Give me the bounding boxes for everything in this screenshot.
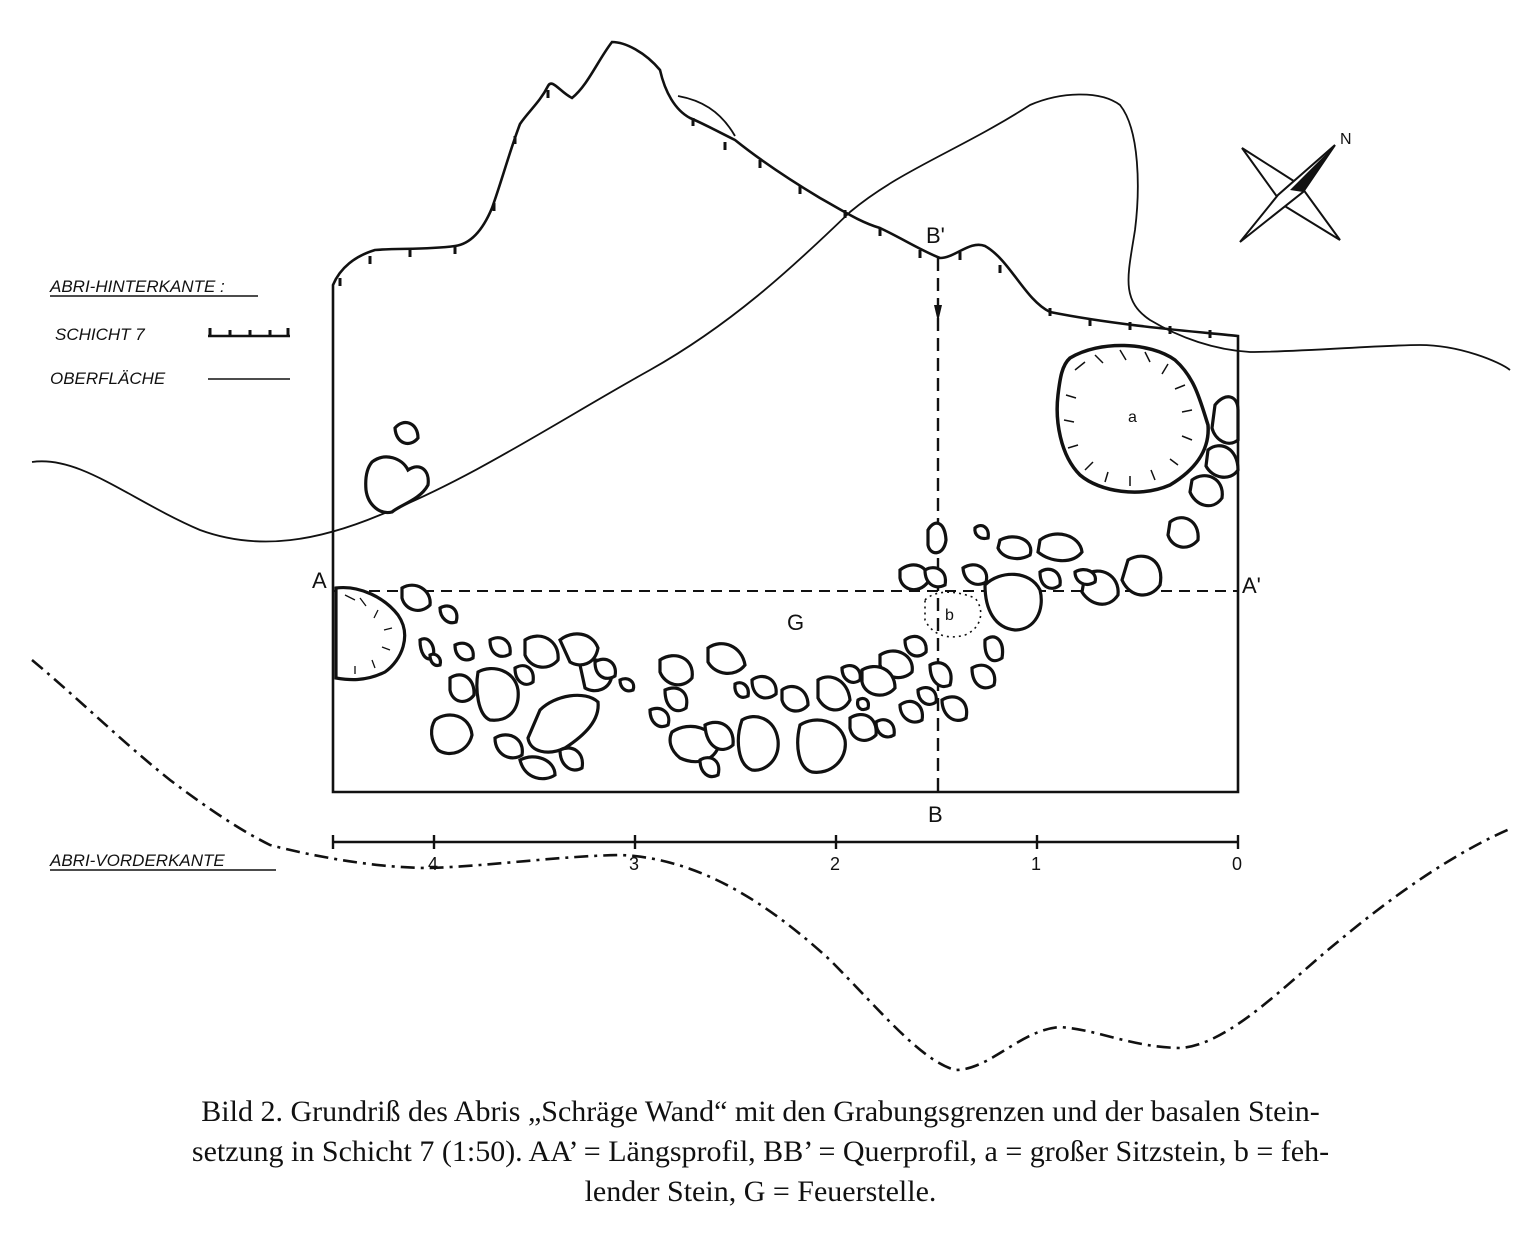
stone-upper-1	[395, 423, 418, 444]
label-missing-stone-b: b	[945, 607, 954, 624]
stone-center-7	[900, 701, 922, 722]
stone-east-2	[1206, 446, 1238, 478]
stone-east-8	[1038, 534, 1082, 561]
legend-layer7-symbol	[208, 328, 290, 336]
stone-east-5	[1122, 556, 1161, 595]
stone-center-5	[942, 697, 967, 721]
stone-west-14	[595, 659, 615, 678]
scale-tick-2: 2	[830, 854, 841, 874]
stone-west-12	[520, 757, 555, 779]
front-edge-line	[32, 660, 1512, 1070]
north-label: N	[1340, 131, 1352, 148]
caption-line-1: Bild 2. Grundriß des Abris „Schräge Wand“ mit den Grabungsgrenzen und der basalen Stein-	[201, 1095, 1320, 1128]
label-a-prime: A'	[1242, 573, 1261, 598]
stone-west-3	[525, 636, 558, 667]
north-arrow-icon	[1240, 145, 1340, 242]
stone-hearth-6	[850, 715, 876, 741]
scale-bar	[333, 835, 1238, 849]
stone-west-2	[560, 634, 598, 665]
scale-tick-1: 1	[1031, 854, 1042, 874]
legend-layer7-label: SCHICHT 7	[55, 325, 145, 344]
stone-hearth-8	[858, 698, 869, 709]
stone-east-1	[1212, 397, 1238, 443]
stone-mid-13	[620, 679, 634, 691]
stone-center-1	[928, 523, 946, 553]
stone-hearth-4	[842, 666, 860, 683]
legend-surface-label: OBERFLÄCHE	[50, 369, 166, 388]
legend-front-edge-label: ABRI-VORDERKANTE	[50, 851, 225, 870]
stone-mid-1	[798, 720, 846, 772]
label-a: A	[312, 568, 327, 593]
stone-upper-2	[366, 457, 429, 513]
caption-line-2: setzung in Schicht 7 (1:50). AA’ = Längsprofil, BB’ = Querprofil, a = großer Sitzstein, b = feh-	[191, 1135, 1330, 1168]
stone-mid-2	[738, 717, 778, 771]
stone-center-2	[900, 565, 928, 590]
stone-center-3	[925, 568, 945, 587]
stone-east-10	[975, 526, 988, 539]
stone-west-5	[455, 643, 473, 660]
stone-hearth-5	[818, 677, 850, 710]
stone-east-7	[1075, 570, 1095, 585]
edge-stone-left	[336, 588, 405, 680]
stone-mid-12	[650, 708, 669, 726]
stone-west-7	[477, 669, 518, 721]
stone-west-16	[430, 654, 440, 665]
stone-west-18	[402, 585, 430, 610]
stone-mid-6	[708, 644, 745, 674]
stone-mid-10	[660, 656, 692, 685]
surface-line-left	[32, 94, 1510, 541]
layer7-tick-marks	[340, 90, 1210, 338]
stone-west-11	[495, 735, 522, 758]
stone-east-4	[1168, 518, 1198, 547]
stone-mid-5	[735, 683, 748, 698]
label-b: B	[928, 802, 943, 827]
stone-east-12	[1040, 569, 1060, 588]
stone-center-4	[930, 663, 951, 687]
stone-center-6	[918, 688, 936, 705]
stone-mid-11	[665, 688, 687, 711]
figure-caption	[0, 1092, 1521, 1212]
stone-west-8	[450, 675, 474, 702]
stone-east-14	[985, 637, 1003, 661]
stone-west-6	[515, 666, 533, 685]
stone-east-15	[972, 665, 995, 688]
section-arrow	[934, 305, 942, 322]
stone-east-3	[1190, 476, 1222, 506]
stone-east-9	[998, 537, 1031, 559]
stone-hearth-1	[905, 636, 926, 656]
stone-mid-9	[700, 758, 719, 777]
stone-hearth-7	[876, 720, 894, 737]
scale-tick-3: 3	[629, 854, 640, 874]
label-b-prime: B'	[926, 223, 945, 248]
caption-line-3: lender Stein, G = Feuerstelle.	[584, 1175, 937, 1208]
stone-west-4	[490, 638, 510, 657]
label-fireplace-g: G	[787, 610, 805, 635]
stone-west-10	[528, 695, 598, 752]
stone-east-11	[985, 574, 1041, 630]
stone-west-9	[432, 715, 472, 754]
legend-back-edge-title: ABRI-HINTERKANTE :	[50, 277, 225, 296]
stone-west-13	[560, 748, 582, 770]
label-stone-a: a	[1128, 409, 1137, 426]
stone-mid-4	[752, 676, 776, 697]
scale-tick-0: 0	[1232, 854, 1243, 874]
stone-mid-3	[782, 686, 808, 711]
scale-tick-4: 4	[428, 854, 439, 874]
stone-east-13	[963, 565, 987, 584]
stone-west-17	[440, 606, 457, 623]
